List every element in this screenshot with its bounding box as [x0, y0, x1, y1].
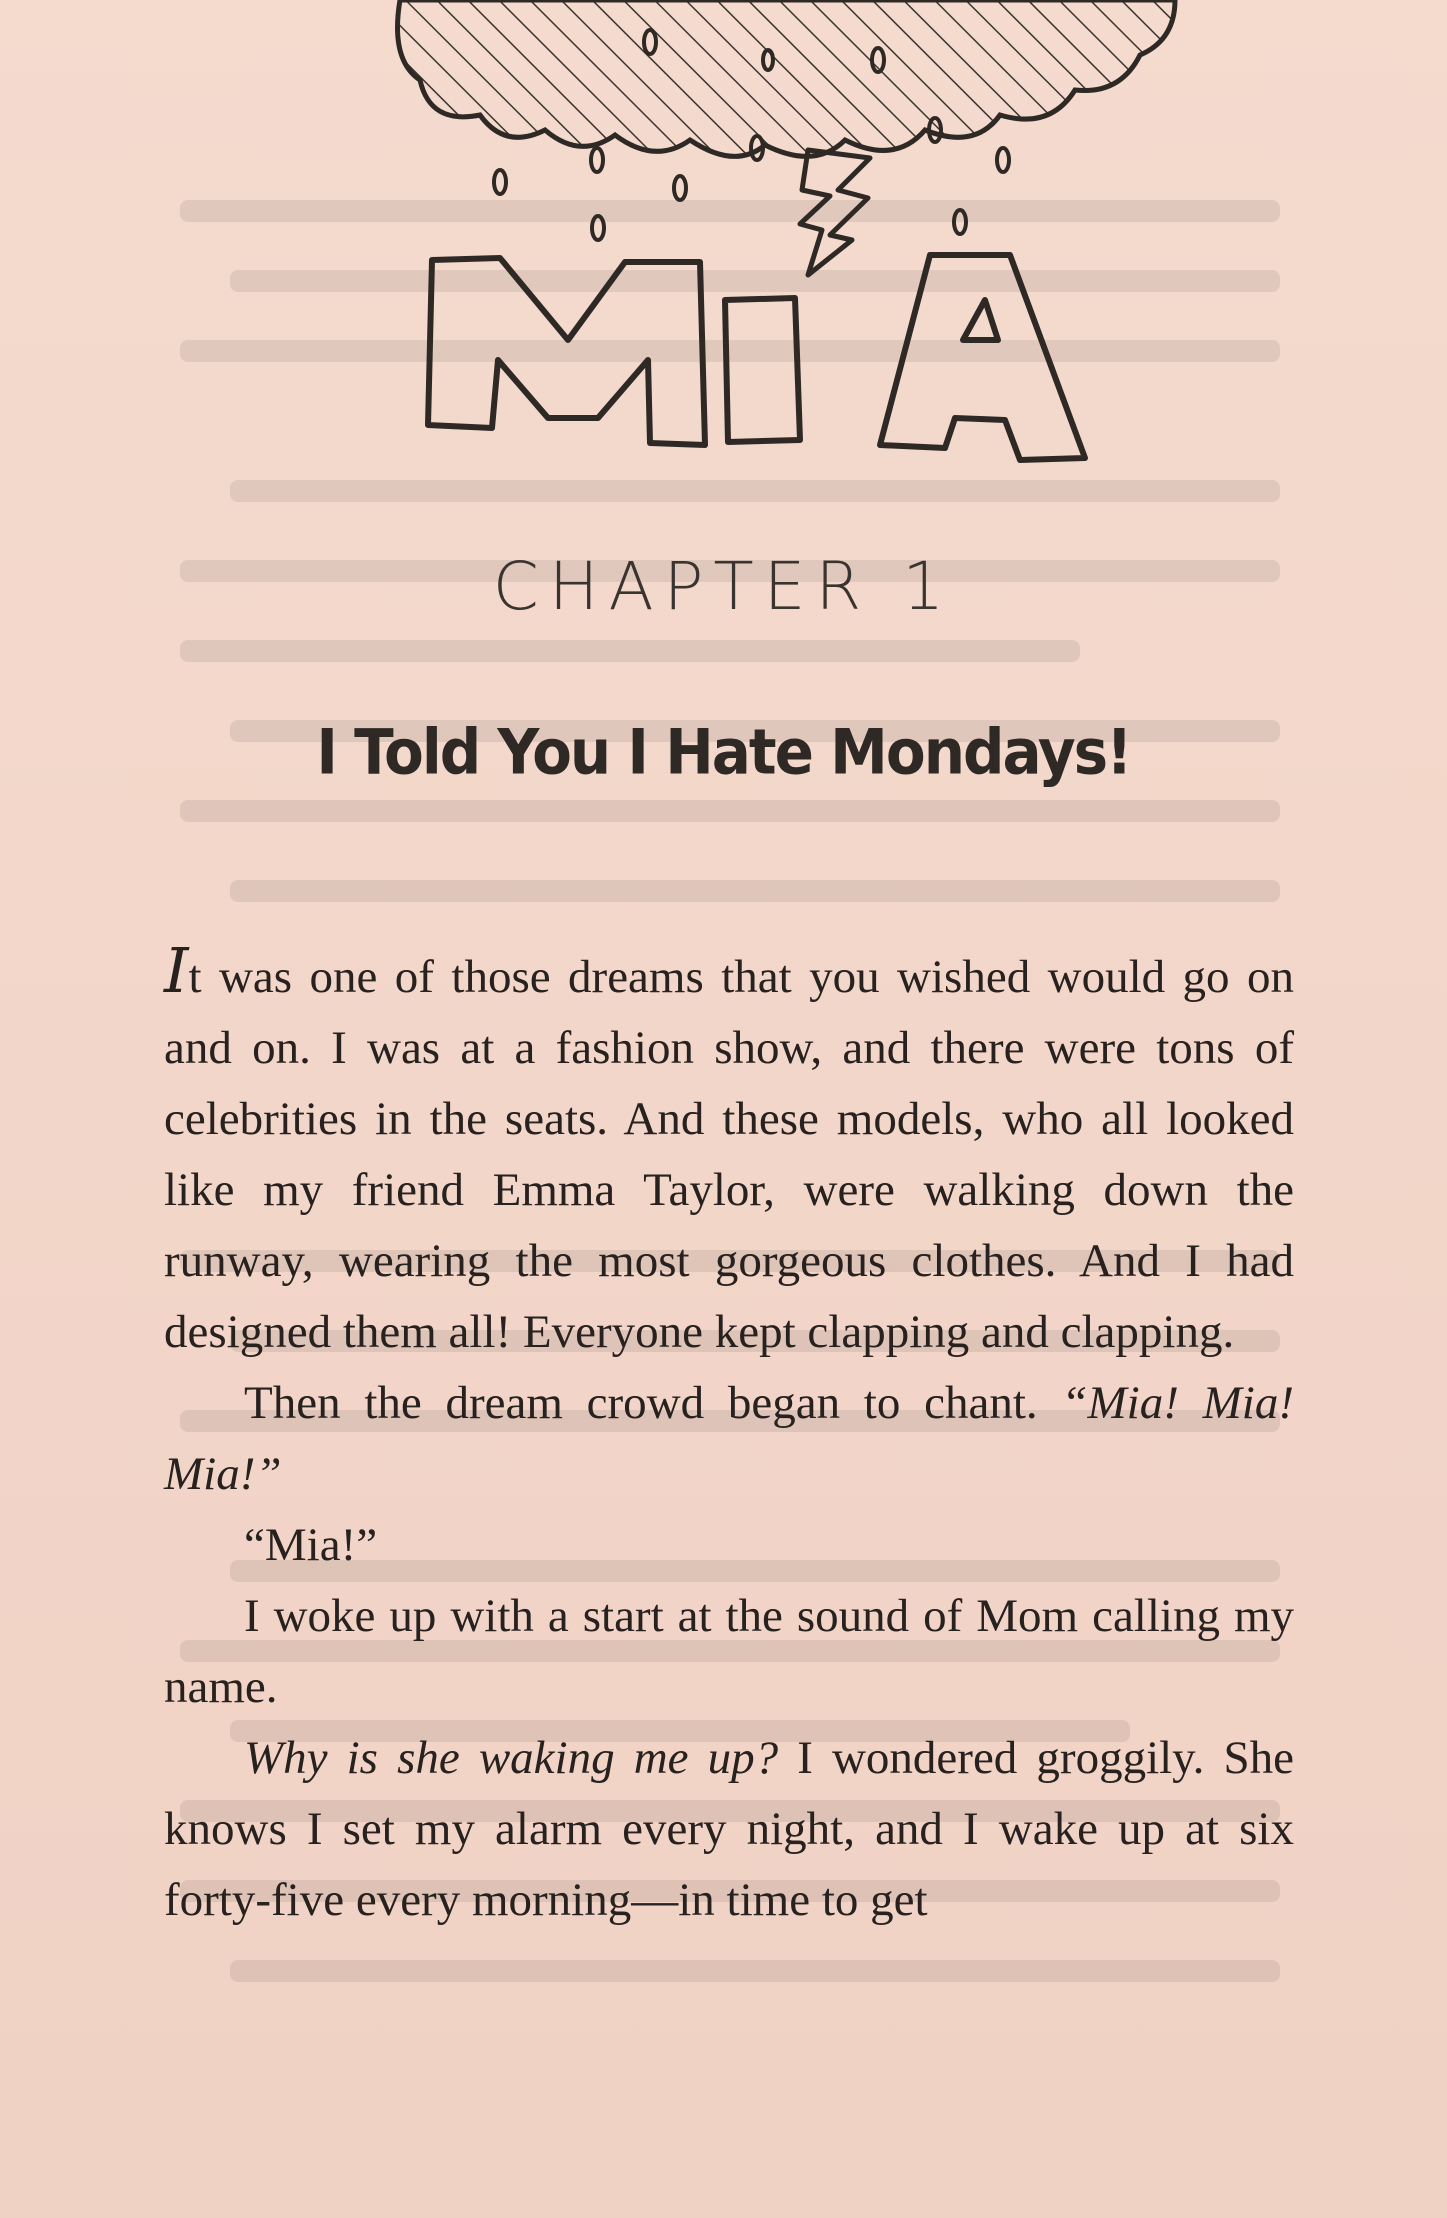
lightning-bolt-icon: [800, 150, 870, 275]
paragraph-2: [164, 1368, 1294, 1510]
chapter-body-text: [164, 934, 1294, 1936]
paragraph-4: [164, 1581, 1294, 1723]
chapter-label: CHAPTER 1: [492, 548, 955, 625]
paragraph-2-text: Then the dream crowd began to chant.: [244, 1377, 1062, 1429]
drop-cap: I: [164, 934, 189, 1007]
paragraph-5-thought: Why is she waking me up?: [244, 1732, 779, 1784]
chapter-title: I Told You I Hate Mondays!: [316, 715, 1131, 789]
paragraph-3: [164, 1510, 1294, 1581]
paragraph-5: [164, 1723, 1294, 1936]
paragraph-4-text: I woke up with a start at the sound of Mom calling my name.: [164, 1590, 1294, 1713]
paragraph-3-text: “Mia!”: [244, 1519, 378, 1571]
mia-cloud-illustration: [0, 0, 1447, 480]
mia-name-lettering: [428, 255, 1085, 460]
paragraph-1-text: t was one of those dreams that you wished would go on and on. I was at a fashion show, and there were tons of celebrities in the seats. And these models, who all looked like my friend Emma Taylor, were walking down the runway, wearing the most gorgeous clothes. And I had designed them all! Everyone kept clapping and clapping.: [164, 951, 1294, 1358]
paragraph-1: [164, 934, 1294, 1368]
paragraph-2-chant: “Mia! Mia! Mia!”: [164, 1377, 1294, 1500]
paragraph-5-text: I wondered groggily. She knows I set my alarm every night, and I wake up at six forty-five every morning—in time to get: [164, 1732, 1294, 1926]
rain-cloud-icon: [398, 0, 1176, 156]
